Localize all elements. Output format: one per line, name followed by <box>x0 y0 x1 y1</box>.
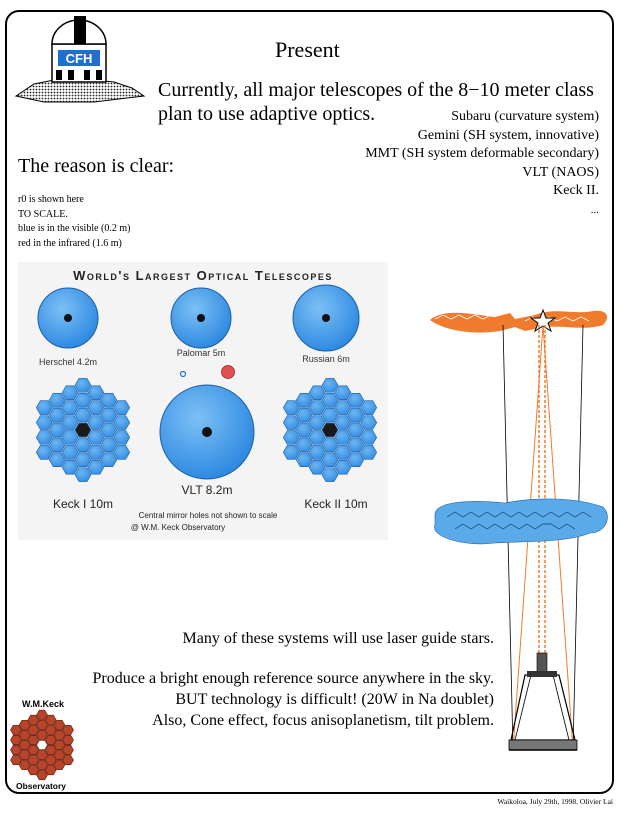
cfh-text: CFH <box>65 51 93 66</box>
telescope-truss <box>511 675 575 740</box>
slide-title: Present <box>275 37 340 62</box>
keck-logo-segment <box>54 760 65 769</box>
keck1-label: Keck I 10m <box>52 497 114 511</box>
telescope-list <box>365 108 599 219</box>
vlt-label: VLT 8.2m <box>181 483 233 497</box>
keck-logo-segment <box>54 740 65 749</box>
laser-line-3: BUT technology is difficult! (20W in Na doublet) <box>175 691 494 708</box>
r0-note: blue is in the visible (0.2 m) <box>18 223 131 234</box>
turbulence-cloud <box>435 499 608 544</box>
telescope-item: Subaru (curvature system) <box>451 109 599 124</box>
keck-logo-segment <box>37 730 48 739</box>
keck-logo-segment <box>45 725 56 734</box>
telescope-item: ... <box>590 203 599 216</box>
keck2-label: Keck II 10m <box>304 497 368 511</box>
telescope-item: VLT (NAOS) <box>522 164 599 180</box>
keck-logo-top-text: W.M.Keck <box>21 699 65 709</box>
keck-logo-segment <box>45 715 56 724</box>
keck-logo-segment <box>19 720 30 729</box>
telescope-item: Keck II. <box>553 183 599 198</box>
keck-logo-segment <box>28 725 39 734</box>
keck-logo-segment <box>11 745 22 754</box>
keck-logo-segment <box>63 735 74 744</box>
keck-logo-segment <box>37 760 48 769</box>
keck-logo-segment <box>37 720 48 729</box>
comparison-credit: @ W.M. Keck Observatory <box>130 523 226 532</box>
keck-logo-segment <box>63 745 74 754</box>
r0-notes <box>18 193 131 251</box>
keck-logo-segment <box>63 755 74 764</box>
keck-logo-segment <box>19 730 30 739</box>
keck-logo-segment <box>45 765 56 774</box>
r0-note: red in the infrared (1.6 m) <box>18 237 122 249</box>
keck-logo-segment <box>45 745 56 754</box>
palomar-label: Palomar 5m <box>176 348 226 358</box>
comparison-note: Central mirror holes not shown to scale <box>138 511 278 520</box>
wm-keck-logo <box>8 695 78 795</box>
keck-logo-center-hole <box>37 740 48 749</box>
cfh-logo <box>14 10 146 110</box>
keck-logo-segment <box>11 725 22 734</box>
dome-slit <box>74 16 86 44</box>
keck-logo-segment <box>19 760 30 769</box>
telescope-item: MMT (SH system deformable secondary) <box>365 146 599 161</box>
keck-logo-hexes <box>11 710 74 780</box>
keck-logo-segment <box>37 710 48 719</box>
keck-logo-segment <box>28 755 39 764</box>
reason-heading: The reason is clear: <box>18 155 175 177</box>
keck-logo-segment <box>54 750 65 759</box>
keck-logo-segment <box>19 750 30 759</box>
laser-guide-text <box>93 628 494 731</box>
keck-logo-segment <box>11 735 22 744</box>
intro-line-2: plan to use adaptive optics. <box>158 103 376 125</box>
keck-logo-segment <box>37 750 48 759</box>
herschel-label: Herschel 4.2m <box>38 357 98 367</box>
keck-logo-segment <box>54 730 65 739</box>
keck-logo-segment <box>45 755 56 764</box>
sodium-layer <box>430 311 607 333</box>
keck-logo-segment <box>28 715 39 724</box>
intro-line-1: Currently, all major telescopes of the 8−10 meter class <box>158 79 594 101</box>
r0-note: r0 is shown here <box>18 194 84 205</box>
keck-logo-segment <box>45 735 56 744</box>
slide-footer: Waikoloa, July 29th, 1998. Olivier Lai <box>497 797 613 806</box>
telescope-item: Gemini (SH system, innovative) <box>417 127 599 143</box>
keck-logo-segment <box>28 745 39 754</box>
keck-logo-segment <box>28 765 39 774</box>
laser-line-2: Produce a bright enough reference source anywhere in the sky. <box>92 670 494 687</box>
primary-mirror-cell <box>509 740 577 750</box>
keck-logo-segment <box>19 740 30 749</box>
laser-line-4: Also, Cone effect, focus anisoplanetism, tilt problem. <box>152 712 494 729</box>
keck-logo-segment <box>11 755 22 764</box>
r0-note: TO SCALE. <box>18 208 68 220</box>
keck-logo-segment <box>37 770 48 779</box>
keck-logo-segment <box>63 725 74 734</box>
comparison-heading: World's Largest Optical Telescopes <box>73 268 333 283</box>
russian-label: Russian 6m <box>302 354 350 364</box>
r0-infrared-circle <box>222 366 235 379</box>
keck-logo-bottom-text: Observatory <box>15 781 67 791</box>
telescope-comparison-figure <box>18 262 388 540</box>
keck-logo-segment <box>54 720 65 729</box>
keck-logo-segment <box>28 735 39 744</box>
laser-line-1: Many of these systems will use laser guide stars. <box>182 630 494 647</box>
